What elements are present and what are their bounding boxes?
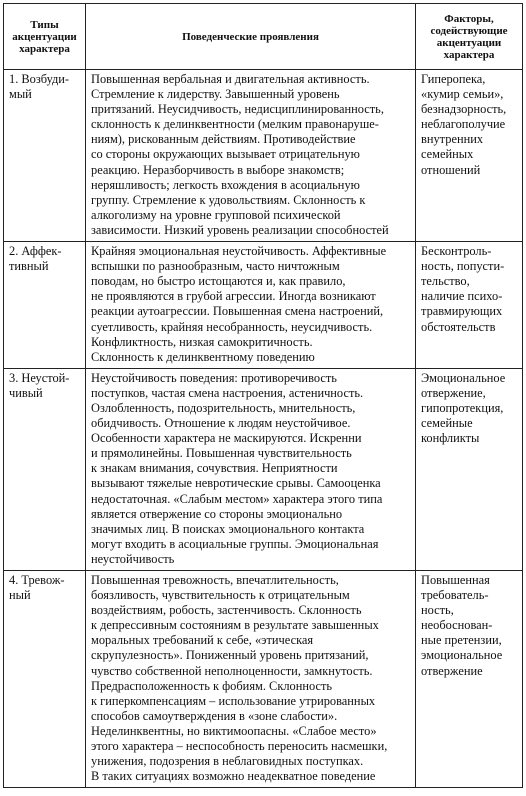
behavior-line: Неделинквентны, но виктимоопасны. «Слабое место» — [91, 723, 377, 738]
type-line: 4. Тревож- — [9, 573, 65, 587]
cell-behavior — [86, 242, 416, 369]
cell-factors — [416, 242, 523, 369]
type-line: 2. Аффек- — [9, 244, 62, 259]
factors-line: травмирующих — [421, 304, 503, 319]
factors-line: ность, — [421, 603, 454, 618]
table-row — [4, 70, 523, 242]
behavior-line: скрупулезность». Пониженный уровень притязаний, — [91, 648, 369, 663]
behavior-line: воздействиям, робость, застенчивость. Склонность — [91, 603, 362, 618]
behavior-line: этого характера – неспособность переносить насмешки, — [91, 739, 388, 754]
behavior-line: моральных требований к себе, «этическая — [91, 633, 314, 648]
type-line: 3. Неустой- — [9, 370, 70, 385]
type-line: мый — [9, 87, 32, 102]
cell-factors — [416, 571, 523, 788]
header-line: акцентуации — [12, 30, 77, 43]
behavior-line: Особенности характера не маскируются. Искренни — [91, 431, 362, 446]
factors-line: отвержение, — [421, 385, 486, 400]
behavior-line: Повышенная тревожность, впечатлительность, — [91, 573, 339, 587]
behavior-line: чувство собственной неполноценности, замкнутость. — [91, 663, 373, 678]
header-line: содействующие — [430, 24, 508, 37]
type-line: ный — [9, 588, 31, 603]
behavior-line: со стороны окружающих вызывает отрицательную — [91, 147, 360, 162]
behavior-line: ниям), рискованным действиям. Противодействие — [91, 132, 356, 147]
factors-line: отношений — [421, 162, 481, 177]
behavior-line: Склонность к делинквентному поведению — [91, 349, 315, 364]
header-line: Поведенческие проявления — [182, 30, 319, 43]
cell-factors — [416, 368, 523, 570]
cell-behavior — [86, 70, 416, 242]
cell-type — [4, 242, 86, 369]
behavior-line: не проявляются в грубой агрессии. Иногда возникают — [91, 289, 376, 304]
cell-type — [4, 571, 86, 788]
table-body — [4, 70, 523, 788]
behavior-line: реакции аутоагрессии. Повышенная смена настроений, — [91, 304, 384, 319]
behavior-line: Предрасположенность к фобиям. Склонность — [91, 678, 333, 693]
header-line: характера — [19, 42, 70, 55]
behavior-line: Неустойчивость поведения: противоречивость — [91, 370, 337, 385]
table-header-row — [4, 4, 523, 70]
header-type — [4, 4, 86, 70]
behavior-line: зависимости. Низкий уровень реализации способностей — [91, 222, 389, 237]
behavior-line: суетливость, крайняя несобранность, неусидчивость. — [91, 319, 373, 334]
cell-behavior — [86, 368, 416, 570]
behavior-line: Озлобленность, подозрительность, мнительность, — [91, 400, 356, 415]
cell-type — [4, 368, 86, 570]
cell-factors — [416, 70, 523, 242]
factors-line: ные претензии, — [421, 633, 502, 648]
factors-line: неблагополучие — [421, 117, 506, 132]
behavior-line: притязаний. Неусидчивость, недисциплинированность, — [91, 102, 384, 117]
behavior-line: и прямолинейны. Повышенная чувствительность — [91, 446, 352, 461]
table-row — [4, 368, 523, 570]
header-factors — [416, 4, 523, 70]
accentuation-table — [3, 3, 523, 788]
factors-line: Эмоциональное — [421, 370, 506, 385]
table-row — [4, 571, 523, 788]
cell-type — [4, 70, 86, 242]
header-line: Факторы, — [444, 12, 494, 25]
header-behavior — [86, 4, 416, 70]
behavior-line: к гиперкомпенсациям – использование утрированных — [91, 693, 376, 708]
factors-line: семейные — [421, 416, 473, 431]
factors-line: семейных — [421, 147, 474, 162]
behavior-line: недостаточная. «Слабым местом» характера этого типа — [91, 491, 383, 506]
header-line: акцентуации — [436, 36, 502, 49]
behavior-line: к знакам внимания, сочувствия. Неприятности — [91, 461, 338, 476]
behavior-line: значимых лиц. В поисках эмоционального контакта — [91, 521, 365, 536]
behavior-line: является отвержение со стороны эмоционально — [91, 506, 343, 521]
behavior-line: боязливость, чувствительность к отрицательным — [91, 588, 350, 603]
behavior-line: Конфликтность, низкая самокритичность. — [91, 334, 313, 349]
behavior-line: Повышенная вербальная и двигательная активность. — [91, 72, 370, 86]
factors-line: требователь- — [421, 588, 489, 603]
factors-line: наличие психо- — [421, 289, 503, 304]
factors-line: «кумир семьи», — [421, 87, 504, 102]
factors-line: ность, попусти- — [421, 259, 505, 274]
behavior-line: вызывают тяжелые невротические срывы. Самооценка — [91, 476, 381, 491]
behavior-line: обидчивость. Отношение к людям неустойчивое. — [91, 416, 351, 431]
behavior-line: неустойчивость — [91, 551, 175, 566]
factors-line: Гиперопека, — [421, 72, 486, 86]
behavior-line: поступков, частая смена настроения, астеничность. — [91, 385, 364, 400]
type-line: тивный — [9, 259, 49, 274]
factors-line: безнадзорность, — [421, 102, 507, 117]
type-line: 1. Возбуди- — [9, 72, 70, 86]
type-line: чивый — [9, 385, 43, 400]
header-line: характера — [443, 48, 495, 61]
factors-line: тельство, — [421, 274, 470, 289]
behavior-line: группу. Стремление к удовольствиям. Склонность к — [91, 192, 366, 207]
factors-line: Повышенная — [421, 573, 490, 587]
behavior-line: способов самоутверждения в «зоне слабости». — [91, 708, 338, 723]
factors-line: внутренних — [421, 132, 484, 147]
behavior-line: неряшливость; легкость вхождения в асоциальную — [91, 177, 360, 192]
behavior-line: вспышки по разнообразным, часто ничтожным — [91, 259, 340, 274]
behavior-line: склонность к делинквентности (мелким правонаруше- — [91, 117, 379, 132]
behavior-line: поводам, но быстро истощаются и, как правило, — [91, 274, 346, 289]
factors-line: Бесконтроль- — [421, 244, 492, 259]
factors-line: отвержение — [421, 663, 483, 678]
behavior-line: реакцию. Неразборчивость в выборе знакомств; — [91, 162, 345, 177]
cell-behavior — [86, 571, 416, 788]
header-line: Типы — [30, 18, 59, 31]
behavior-line: алкоголизму на уровне групповой психической — [91, 207, 341, 222]
behavior-line: Стремление к лидерству. Завышенный уровень — [91, 87, 340, 102]
behavior-line: унижения, подозрения в неблаговидных поступках. — [91, 754, 364, 769]
behavior-line: могут входить в асоциальные группы. Эмоциональная — [91, 536, 379, 551]
factors-line: необоснован- — [421, 618, 493, 633]
behavior-line: к депрессивным состояниям в результате завышенных — [91, 618, 379, 633]
factors-line: эмоциональное — [421, 648, 503, 663]
factors-line: конфликты — [421, 431, 480, 446]
behavior-line: В таких ситуациях возможно неадекватное поведение — [91, 769, 376, 784]
behavior-line: Крайняя эмоциональная неустойчивость. Аффективные — [91, 244, 387, 259]
factors-line: обстоятельств — [421, 319, 496, 334]
factors-line: гипопротекция, — [421, 400, 504, 415]
table-row — [4, 242, 523, 369]
